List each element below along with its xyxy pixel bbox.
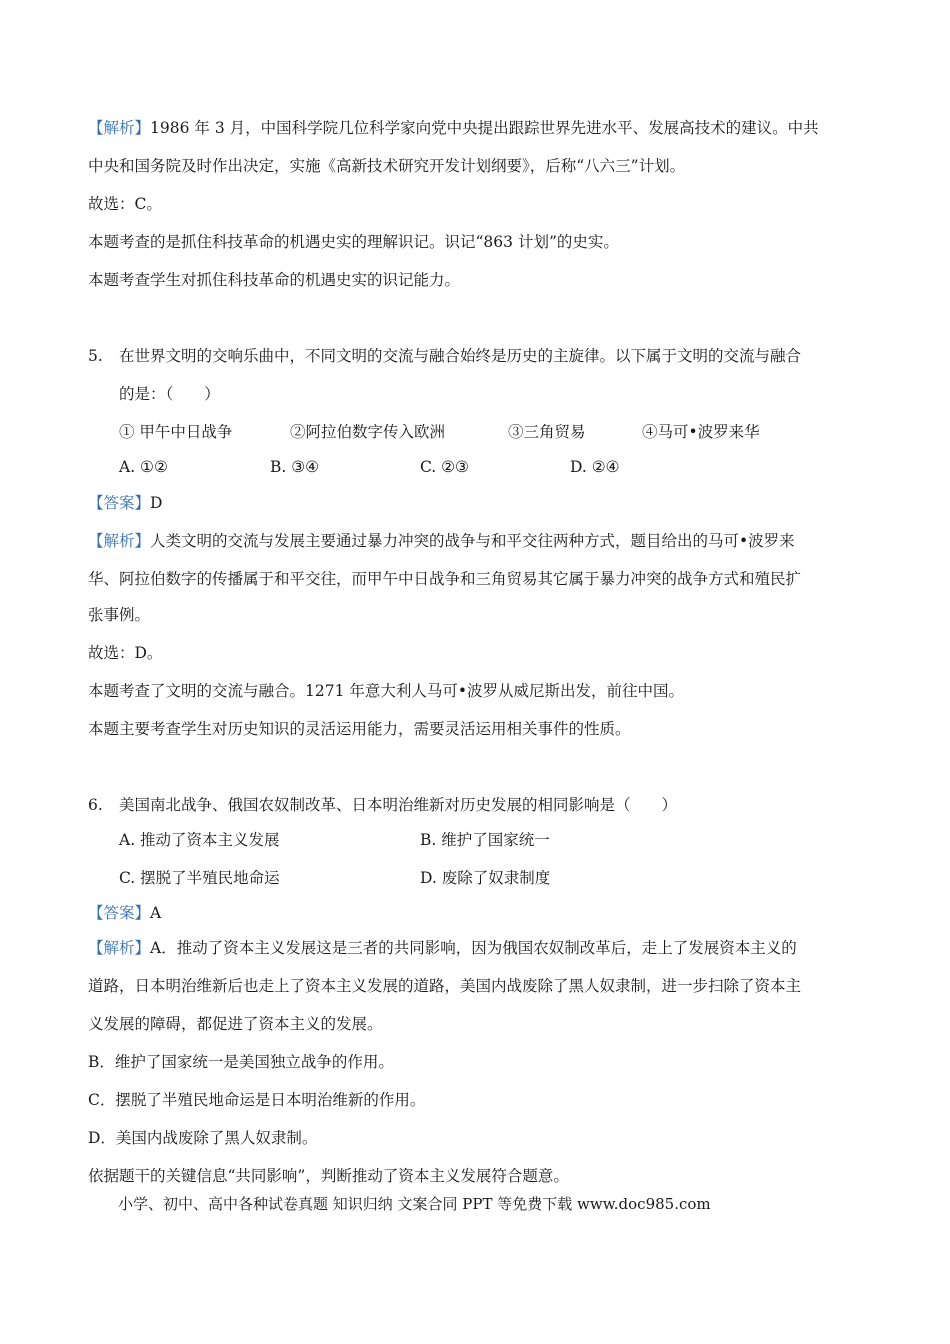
answer-tag: 【答案】 (88, 494, 151, 512)
question-5-item: ① 甲午中日战争 (119, 423, 233, 441)
analysis-tag: 【解析】 (88, 939, 151, 957)
analysis-text: 人类文明的交流与发展主要通过暴力冲突的战争与和平交往两种方式，题目给出的马可•波罗来 (150, 532, 795, 550)
question-5-item: ④马可•波罗来华 (642, 423, 760, 441)
question-5-stem: 5. 在世界文明的交响乐曲中，不同文明的交流与融合始终是历史的主旋律。以下属于文明的交流与融合 (88, 347, 802, 365)
analysis-tag: 【解析】 (88, 532, 151, 550)
analysis-text: 义发展的障碍，都促进了资本主义的发展。 (88, 1015, 383, 1033)
analysis-text: 张事例。 (88, 606, 151, 624)
explanation-c: C．摆脱了半殖民地命运是日本明治维新的作用。 (88, 1091, 426, 1109)
analysis-tag: 【解析】 (88, 119, 151, 137)
question-5-option: D. ②④ (570, 458, 620, 476)
analysis-text: 中央和国务院及时作出决定，实施《高新技术研究开发计划纲要》，后称“八六三”计划。 (88, 157, 686, 175)
analysis-text: 道路，日本明治维新后也走上了资本主义发展的道路，美国内战废除了黑人奴隶制，进一步扫除了资本主 (88, 977, 802, 995)
analysis-text: 华、阿拉伯数字的传播属于和平交往，而甲午中日战争和三角贸易其它属于暴力冲突的战争方式和殖民扩 (88, 570, 802, 588)
conclusion-text: 依据题干的关键信息“共同影响”，判断推动了资本主义发展符合题意。 (88, 1167, 569, 1185)
question-6-option: C. 摆脱了半殖民地命运 (119, 869, 280, 887)
analysis-text: A．推动了资本主义发展这是三者的共同影响，因为俄国农奴制改革后，走上了发展资本主义的 (150, 939, 797, 957)
question-5-stem-cont: 的是：（ ） (119, 385, 220, 403)
note-text: 本题主要考查学生对历史知识的灵活运用能力，需要灵活运用相关事件的性质。 (88, 720, 631, 738)
choice-text: 故选：D。 (88, 644, 163, 662)
question-6-option: B. 维护了国家统一 (420, 831, 550, 849)
question-6-option: A. 推动了资本主义发展 (119, 831, 280, 849)
answer-tag: 【答案】 (88, 904, 151, 922)
question-5-option: B. ③④ (270, 458, 320, 476)
question-5-option: A. ①② (119, 458, 168, 476)
note-text: 本题考查的是抓住科技革命的机遇史实的理解识记。识记“863 计划”的史实。 (88, 233, 619, 251)
analysis-paragraph (88, 938, 797, 958)
explanation-b: B．维护了国家统一是美国独立战争的作用。 (88, 1053, 394, 1071)
question-5-option: C. ②③ (420, 458, 469, 476)
answer-value: A (150, 904, 162, 922)
question-5-item: ③三角贸易 (508, 423, 586, 441)
answer-line (88, 903, 161, 923)
answer-line (88, 493, 162, 513)
analysis-paragraph (88, 118, 819, 138)
question-number: 5. (88, 347, 103, 365)
note-text: 本题考查了文明的交流与融合。1271 年意大利人马可•波罗从威尼斯出发，前往中国。 (88, 682, 685, 700)
explanation-d: D．美国内战废除了黑人奴隶制。 (88, 1129, 318, 1147)
analysis-paragraph (88, 531, 795, 551)
choice-text: 故选：C。 (88, 195, 162, 213)
analysis-text: 1986 年 3 月，中国科学院几位科学家向党中央提出跟踪世界先进水平、发展高技术的建议。中共 (150, 119, 819, 137)
question-5-item: ②阿拉伯数字传入欧洲 (290, 423, 446, 441)
question-6-option: D. 废除了奴隶制度 (420, 869, 551, 887)
note-text: 本题考查学生对抓住科技革命的机遇史实的识记能力。 (88, 271, 461, 289)
answer-value: D (150, 494, 163, 512)
question-number: 6. (88, 796, 103, 814)
page-footer: 小学、初中、高中各种试卷真题 知识归纳 文案合同 PPT 等免费下载 www.doc985.com (118, 1195, 711, 1213)
question-6-stem: 6. 美国南北战争、俄国农奴制改革、日本明治维新对历史发展的相同影响是（ ） (88, 796, 678, 814)
